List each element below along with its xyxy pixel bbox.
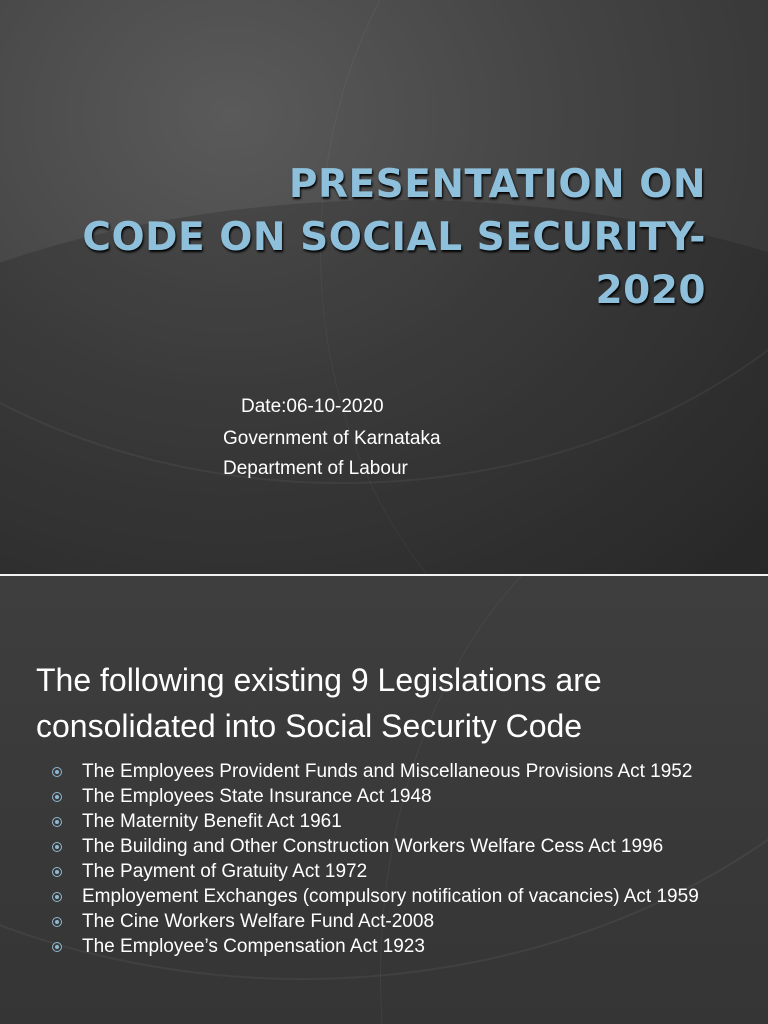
list-item <box>52 837 722 857</box>
legislation-list <box>52 762 722 962</box>
bullet-icon <box>52 917 62 927</box>
bullet-icon <box>52 767 62 777</box>
slide-heading <box>36 657 736 749</box>
list-item <box>52 862 722 882</box>
bullet-icon <box>52 817 62 827</box>
bullet-icon <box>52 842 62 852</box>
list-item <box>52 787 722 807</box>
list-item-text: The Employees State Insurance Act 1948 <box>82 786 432 807</box>
title-line: PRESENTATION ON <box>288 162 706 207</box>
list-item-text: The Employees Provident Funds and Miscellaneous Provisions Act 1952 <box>82 761 693 782</box>
bullet-icon <box>52 892 62 902</box>
government-text: Government of Karnataka <box>223 428 441 449</box>
list-item <box>52 762 722 782</box>
title-line: CODE ON SOCIAL SECURITY- <box>82 215 706 260</box>
list-item-text: Employement Exchanges (compulsory notification of vacancies) Act 1959 <box>82 886 699 907</box>
title-line: 2020 <box>595 268 706 313</box>
department-text: Department of Labour <box>223 458 408 479</box>
list-item <box>52 937 722 957</box>
bullet-icon <box>52 942 62 952</box>
list-item <box>52 912 722 932</box>
list-item-text: The Payment of Gratuity Act 1972 <box>82 861 368 882</box>
slide-title <box>60 158 706 317</box>
bullet-icon <box>52 867 62 877</box>
list-item-text: The Employee’s Compensation Act 1923 <box>82 936 425 957</box>
date-text: Date:06-10-2020 <box>241 396 384 417</box>
heading-line: consolidated into Social Security Code <box>36 708 583 744</box>
list-item-text: The Maternity Benefit Act 1961 <box>82 811 342 832</box>
heading-line: The following existing 9 Legislations are <box>36 662 602 698</box>
bullet-icon <box>52 792 62 802</box>
list-item <box>52 812 722 832</box>
list-item-text: The Cine Workers Welfare Fund Act-2008 <box>82 911 435 932</box>
list-item-text: The Building and Other Construction Workers Welfare Cess Act 1996 <box>82 836 664 857</box>
list-item <box>52 887 722 907</box>
